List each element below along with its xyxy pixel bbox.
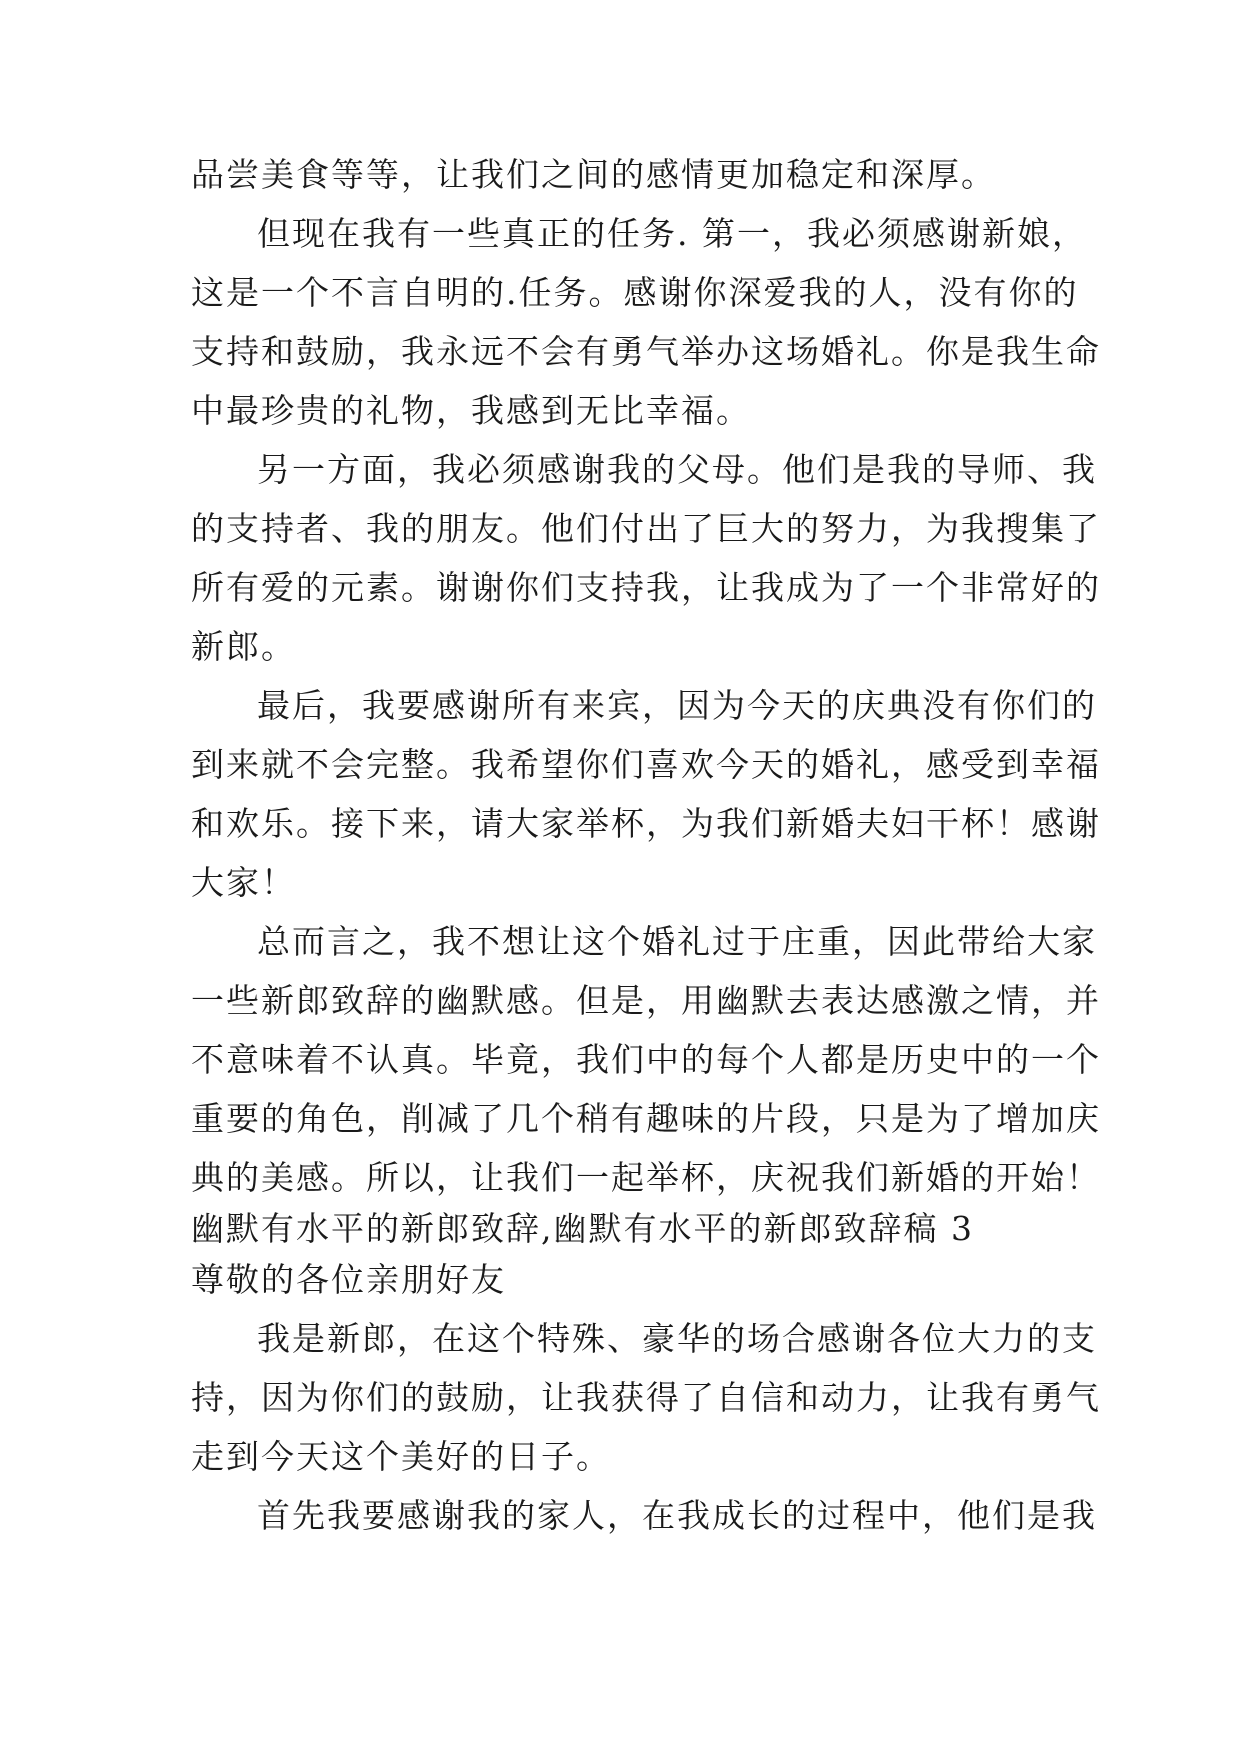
paragraph-line: 不意味着不认真。毕竟，我们中的每个人都是历史中的一个 (191, 1040, 1101, 1079)
paragraph-line: 一些新郎致辞的幽默感。但是，用幽默去表达感激之情，并 (191, 981, 1101, 1020)
paragraph-line: 我是新郎，在这个特殊、豪华的场合感谢各位大力的支 (257, 1319, 1097, 1358)
paragraph-line: 最后，我要感谢所有来宾，因为今天的庆典没有你们的 (257, 686, 1097, 725)
paragraph-line: 典的美感。所以，让我们一起举杯，庆祝我们新婚的开始！ (191, 1158, 1101, 1197)
paragraph-line: 到来就不会完整。我希望你们喜欢今天的婚礼，感受到幸福 (191, 745, 1101, 784)
paragraph-line: 这是一个不言自明的.任务。感谢你深爱我的人，没有你的 (191, 273, 1079, 312)
section-heading: 幽默有水平的新郎致辞,幽默有水平的新郎致辞稿 3 (191, 1209, 974, 1248)
paragraph-line: 新郎。 (191, 627, 296, 666)
paragraph-line: 中最珍贵的礼物，我感到无比幸福。 (191, 391, 751, 430)
paragraph-line: 但现在我有一些真正的任务. 第一，我必须感谢新娘， (257, 214, 1087, 253)
salutation-line: 尊敬的各位亲朋好友 (191, 1260, 506, 1299)
paragraph-line: 首先我要感谢我的家人，在我成长的过程中，他们是我 (257, 1496, 1097, 1535)
paragraph-line: 总而言之，我不想让这个婚礼过于庄重，因此带给大家 (257, 922, 1097, 961)
paragraph-line: 所有爱的元素。谢谢你们支持我，让我成为了一个非常好的 (191, 568, 1101, 607)
paragraph-line: 持，因为你们的鼓励，让我获得了自信和动力，让我有勇气 (191, 1378, 1101, 1417)
paragraph-line: 大家！ (191, 863, 296, 902)
paragraph-line: 和欢乐。接下来，请大家举杯，为我们新婚夫妇干杯！感谢 (191, 804, 1101, 843)
paragraph-line: 重要的角色，削减了几个稍有趣味的片段，只是为了增加庆 (191, 1099, 1101, 1138)
paragraph-line: 另一方面，我必须感谢我的父母。他们是我的导师、我 (257, 450, 1097, 489)
paragraph-line: 走到今天这个美好的日子。 (191, 1437, 611, 1476)
paragraph-line: 品尝美食等等，让我们之间的感情更加稳定和深厚。 (191, 155, 996, 194)
paragraph-line: 支持和鼓励，我永远不会有勇气举办这场婚礼。你是我生命 (191, 332, 1101, 371)
paragraph-line: 的支持者、我的朋友。他们付出了巨大的努力，为我搜集了 (191, 509, 1101, 548)
